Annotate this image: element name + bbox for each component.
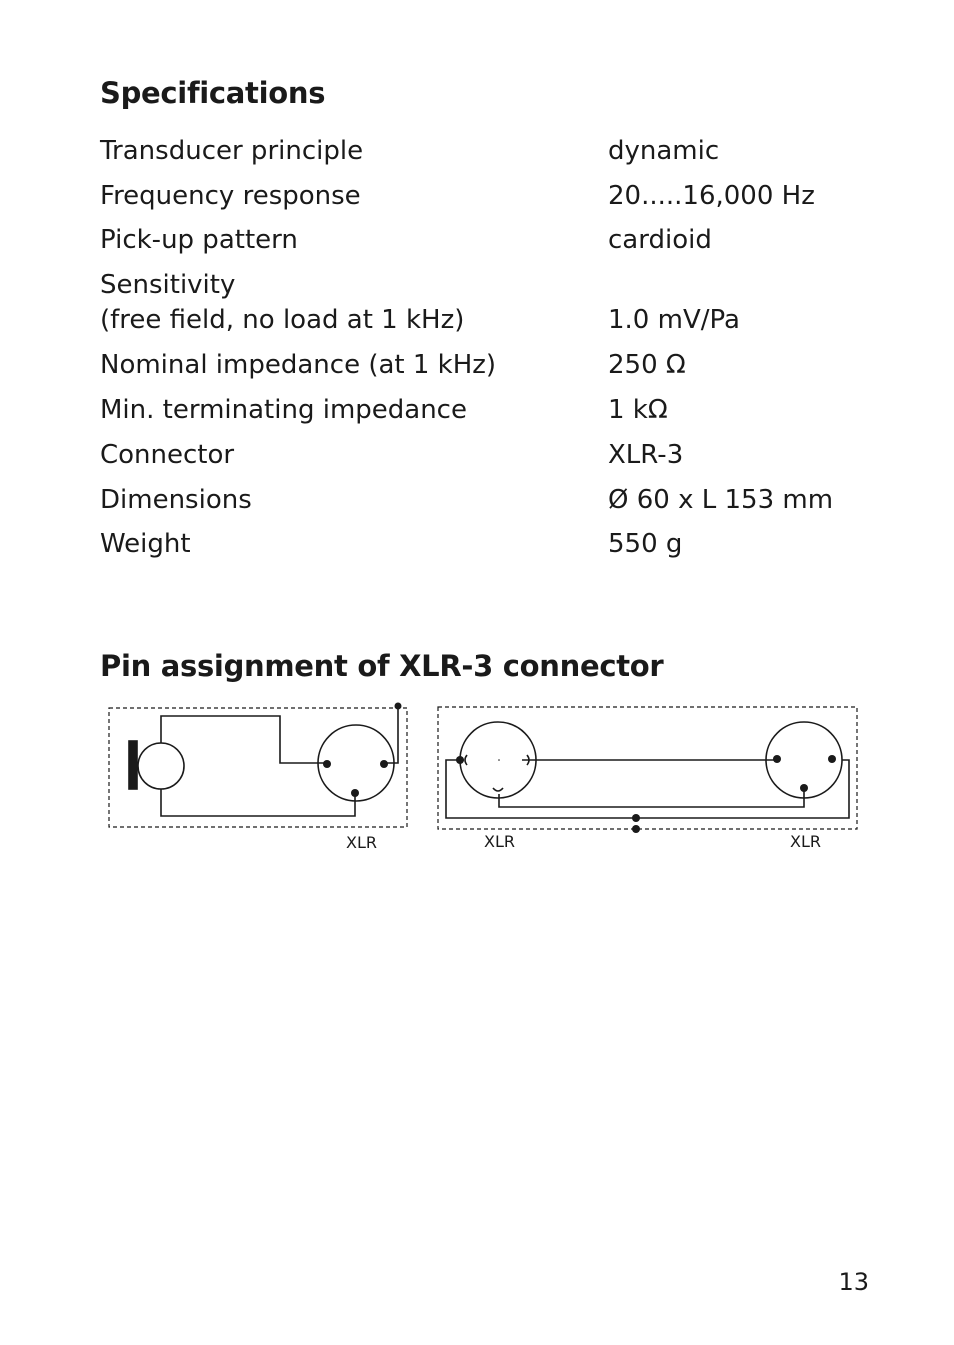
spec-value: XLR-3: [608, 440, 684, 470]
xlr-label-right: XLR: [790, 832, 821, 851]
spec-value: 550 g: [608, 529, 683, 559]
spec-value: cardioid: [608, 225, 712, 255]
spec-label: Transducer principle: [100, 136, 364, 166]
spec-value: 250 Ω: [608, 350, 686, 380]
spec-value: 1 kΩ: [608, 395, 668, 425]
spec-label: Dimensions: [100, 485, 252, 515]
pin-assignment-title: Pin assignment of XLR-3 connector: [100, 649, 664, 683]
spec-label: Connector: [100, 440, 235, 470]
page-number: 13: [838, 1268, 869, 1296]
xlr-label-left: XLR: [346, 833, 377, 852]
spec-value: dynamic: [608, 136, 720, 166]
spec-value: 20.....16,000 Hz: [608, 181, 815, 211]
microphone-capsule-icon: [138, 743, 184, 789]
microphone-diaphragm: [129, 741, 137, 789]
spec-label: Nominal impedance (at 1 kHz): [100, 350, 497, 380]
spec-value: Ø 60 x L 153 mm: [608, 485, 834, 515]
spec-label: Sensitivity (free field, no load at 1 kHz): [100, 270, 465, 335]
spec-label: Frequency response: [100, 181, 361, 211]
spec-value: 1.0 mV/Pa: [608, 305, 740, 335]
xlr-pin-diagram: [100, 700, 870, 860]
spec-label: Pick-up pattern: [100, 225, 298, 255]
spec-label: Min. terminating impedance: [100, 395, 467, 425]
specifications-title: Specifications: [100, 76, 326, 110]
spec-label: Weight: [100, 529, 191, 559]
xlr-label-middle: XLR: [484, 832, 515, 851]
cable-box: [438, 707, 857, 829]
